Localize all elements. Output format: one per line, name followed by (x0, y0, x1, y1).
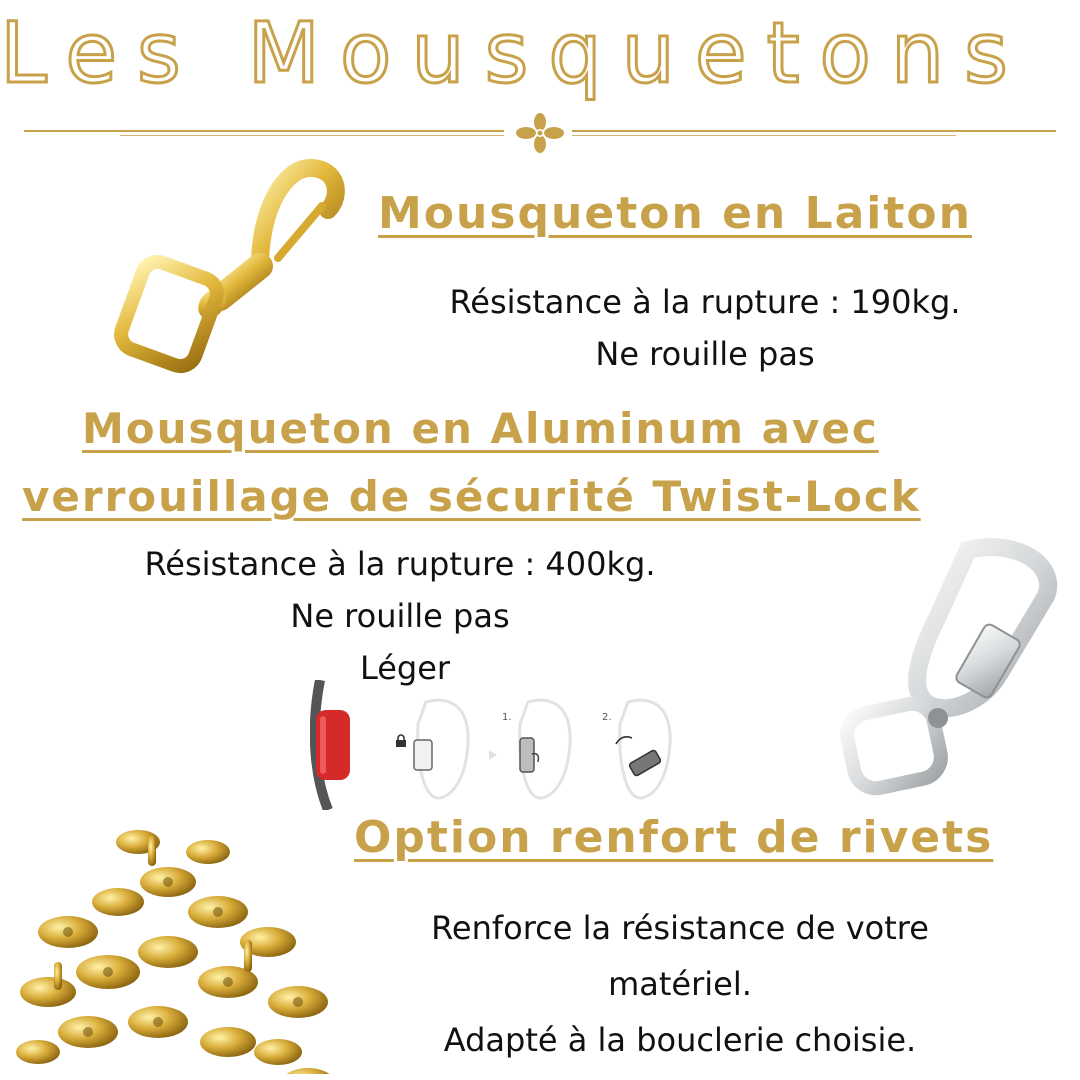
aluminum-carabiner-image (818, 536, 1068, 796)
brass-line-rust: Ne rouille pas (595, 335, 815, 373)
divider-left-thin (120, 135, 504, 136)
brass-line-rupture: Résistance à la rupture : 190kg. (449, 283, 961, 321)
step-2-label: 2. (602, 712, 612, 723)
aluminum-line-rupture: Résistance à la rupture : 400kg. (144, 545, 656, 583)
arrow-icon (486, 748, 500, 762)
rivets-line-3: Adapté à la bouclerie choisie. (443, 1021, 917, 1059)
aluminum-line-light: Léger (359, 649, 451, 687)
padlock-icon (394, 734, 408, 748)
twist-lock-instructions (310, 680, 690, 810)
carabiner-diagram-step1 (510, 694, 580, 804)
brass-snap-hook-image (110, 148, 350, 380)
aluminum-line-rust: Ne rouille pas (290, 597, 510, 635)
aluminum-description (100, 538, 700, 694)
aluminum-heading-line1: Mousqueton en Aluminum avec (82, 404, 879, 453)
rivets-line-2: matériel. (608, 965, 752, 1003)
rivets-heading: Option renfort de rivets (354, 812, 994, 863)
ornament-icon (512, 110, 568, 156)
rivets-line-1: Renforce la résistance de votre (431, 909, 929, 947)
step-1-label: 1. (502, 712, 512, 723)
brass-rivets-image (8, 812, 344, 1074)
page-title: Les Mousquetons (0, 4, 1028, 102)
divider-right (572, 130, 1056, 132)
divider-right-thin (572, 135, 956, 136)
divider-left (24, 130, 504, 132)
carabiner-diagram-locked (408, 694, 478, 804)
aluminum-heading-line2: verrouillage de sécurité Twist-Lock (22, 472, 921, 521)
brass-heading: Mousqueton en Laiton (378, 188, 972, 239)
brass-description (400, 276, 1010, 380)
rivets-description (380, 900, 980, 1068)
carabiner-diagram-step2 (610, 694, 680, 804)
red-lock-sleeve-image (310, 680, 370, 810)
